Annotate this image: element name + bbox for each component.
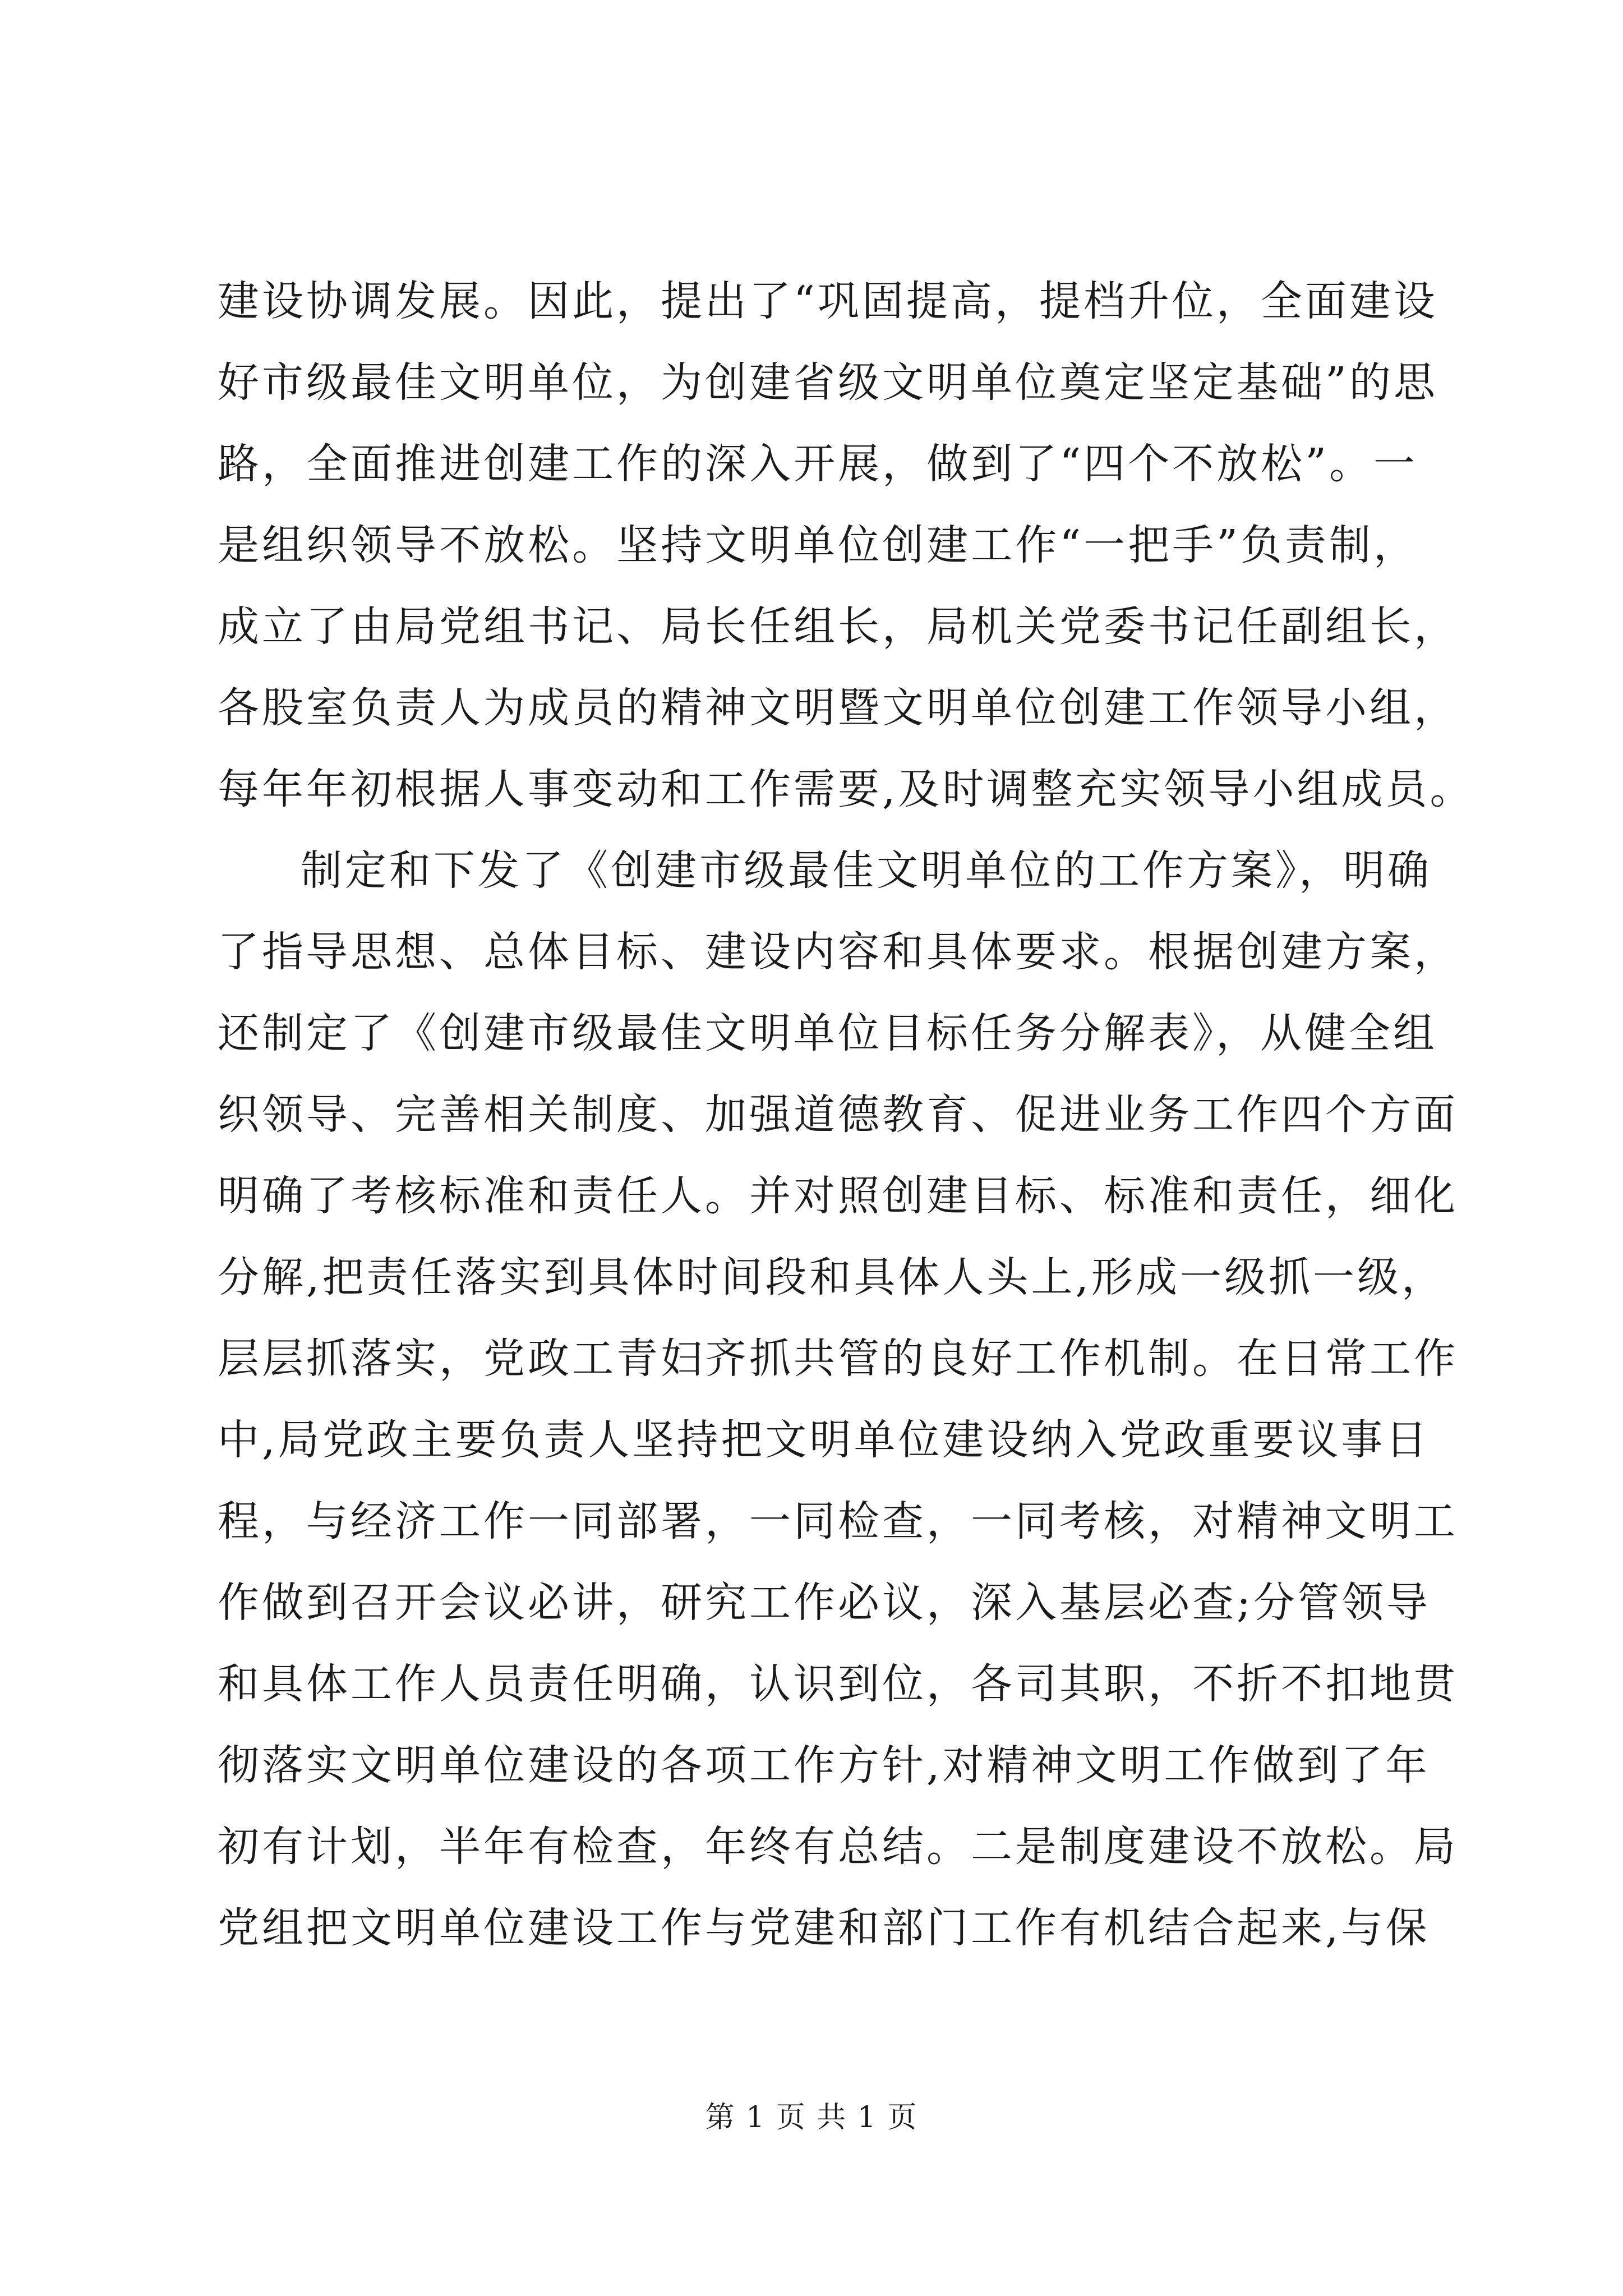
text-line-15: 中,局党政主要负责人坚持把文明单位建设纳入党政重要议事日 xyxy=(218,1416,1430,1464)
text-line-20: 初有计划，半年有检查，年终有总结。二是制度建设不放松。局 xyxy=(218,1823,1458,1871)
text-line-21: 党组把文明单位建设工作与党建和部门工作有机结合起来,与保 xyxy=(218,1904,1430,1952)
text-line-14: 层层抓落实，党政工青妇齐抓共管的良好工作机制。在日常工作 xyxy=(218,1335,1458,1383)
text-line-7: 每年年初根据人事变动和工作需要,及时调整充实领导小组成员。 xyxy=(218,765,1474,813)
text-line-6: 各股室负责人为成员的精神文明暨文明单位创建工作领导小组， xyxy=(218,684,1458,732)
text-line-3: 路，全面推进创建工作的深入开展，做到了“四个不放松”。一 xyxy=(218,440,1418,488)
document-body xyxy=(218,261,1474,1969)
paragraph-2-first-line: 制定和下发了《创建市级最佳文明单位的工作方案》，明确 xyxy=(301,846,1432,895)
text-line-16: 程，与经济工作一同部署，一同检查，一同考核，对精神文明工 xyxy=(218,1497,1458,1545)
text-line-18: 和具体工作人员责任明确，认识到位，各司其职，不折不扣地贯 xyxy=(218,1660,1458,1708)
text-line-17: 作做到召开会议必讲，研究工作必议，深入基层必查;分管领导 xyxy=(218,1579,1431,1627)
text-line-11: 织领导、完善相关制度、加强道德教育、促进业务工作四个方面 xyxy=(218,1091,1458,1139)
text-line-2: 好市级最佳文明单位，为创建省级文明单位奠定坚定基础”的思 xyxy=(218,358,1438,407)
text-line-10: 还制定了《创建市级最佳文明单位目标任务分解表》，从健全组 xyxy=(218,1009,1437,1057)
text-line-5: 成立了由局党组书记、局长任组长，局机关党委书记任副组长， xyxy=(218,602,1458,651)
page-number-label: 第 1 页 共 1 页 xyxy=(705,2101,918,2134)
text-line-9: 了指导思想、总体目标、建设内容和具体要求。根据创建方案， xyxy=(218,928,1458,976)
text-line-1: 建设协调发展。因此，提出了“巩固提高，提档升位，全面建设 xyxy=(218,277,1438,325)
text-line-12: 明确了考核标准和责任人。并对照创建目标、标准和责任，细化 xyxy=(218,1172,1458,1220)
text-line-13: 分解,把责任落实到具体时间段和具体人头上,形成一级抓一级， xyxy=(218,1253,1446,1301)
text-line-19: 彻落实文明单位建设的各项工作方针,对精神文明工作做到了年 xyxy=(218,1741,1430,1789)
page-footer xyxy=(0,2098,1623,2137)
text-line-4: 是组织领导不放松。坚持文明单位创建工作“一把手”负责制， xyxy=(218,521,1418,569)
